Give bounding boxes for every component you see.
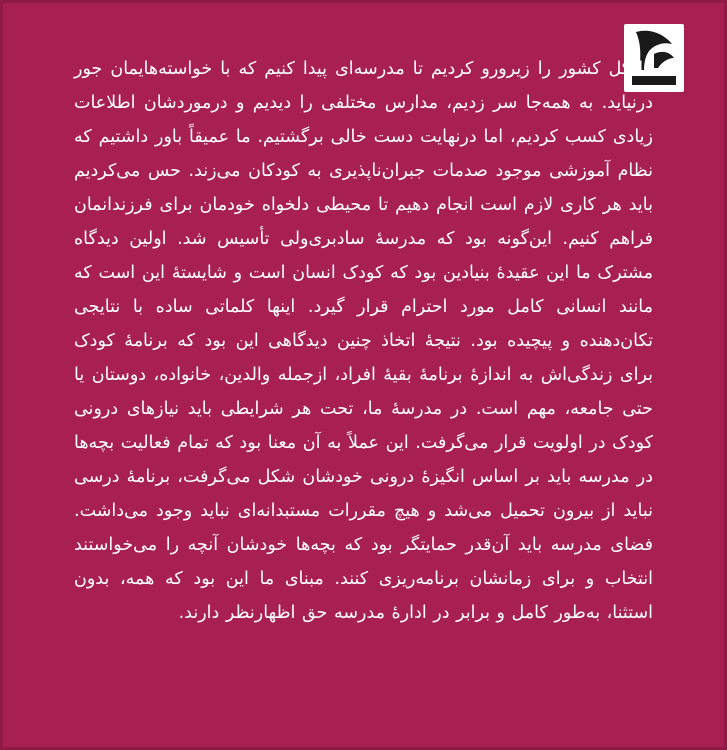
back-cover-paragraph: ما کل کشور را زیرورو کردیم تا مدرسه‌ای پیدا کنیم که با خواسته‌هایمان جور درنیاید. به همه‌جا سر زدیم، مدارس مختلفی را دیدیم و درموردشان اطلاعات زیادی کسب کردیم، اما درنهایت دست خالی برگشتیم. ما عمیقاً باور داشتیم که نظام آموزشی موجود صدمات جبران‌ناپذیری به کودکان می‌زند. حس می‌کردیم باید هر کاری لازم است انجام دهیم تا محیطی دلخواه خودمان برای فرزندانمان فراهم کنیم. این‌گونه بود که مدرسهٔ سادبری‌ولی تأسیس شد. اولین دیدگاه مشترک ما این عقیدهٔ بنیادین بود که کودک انسان است و شایستهٔ این است که مانند انسانی کامل مورد احترام قرار گیرد. اینها کلماتی ساده با نتایجی تکان‌دهنده و پیچیده بود. نتیجهٔ اتخاذ چنین دیدگاهی این بود که برنامهٔ کودک برای زندگی‌اش به اندازهٔ برنامهٔ بقیهٔ افراد، ازجمله والدین، خانواده، دوستان یا حتی جامعه، مهم است. در مدرسهٔ ما، تحت هر شرایطی باید نیازهای درونی کودک در اولویت قرار می‌گرفت. این عملاً به آن معنا بود که تمام فعالیت بچه‌ها در مدرسه باید بر اساس انگیزهٔ درونی خودشان شکل می‌گرفت، برنامهٔ درسی نباید از بیرون تحمیل می‌شد و هیچ مقررات مستبدانه‌ای نباید وجود می‌داشت. فضای مدرسه باید آن‌قدر حمایتگر بود که بچه‌ها خودشان آنچه را می‌خواستند انتخاب و برای زمانشان برنامه‌ریزی کنند. مبنای ما این بود که همه، بدون استثنا، به‌طور کامل و برابر در ادارهٔ مدرسه حق اظهارنظر دارند.	[74, 59, 653, 623]
back-cover-text	[74, 52, 653, 630]
